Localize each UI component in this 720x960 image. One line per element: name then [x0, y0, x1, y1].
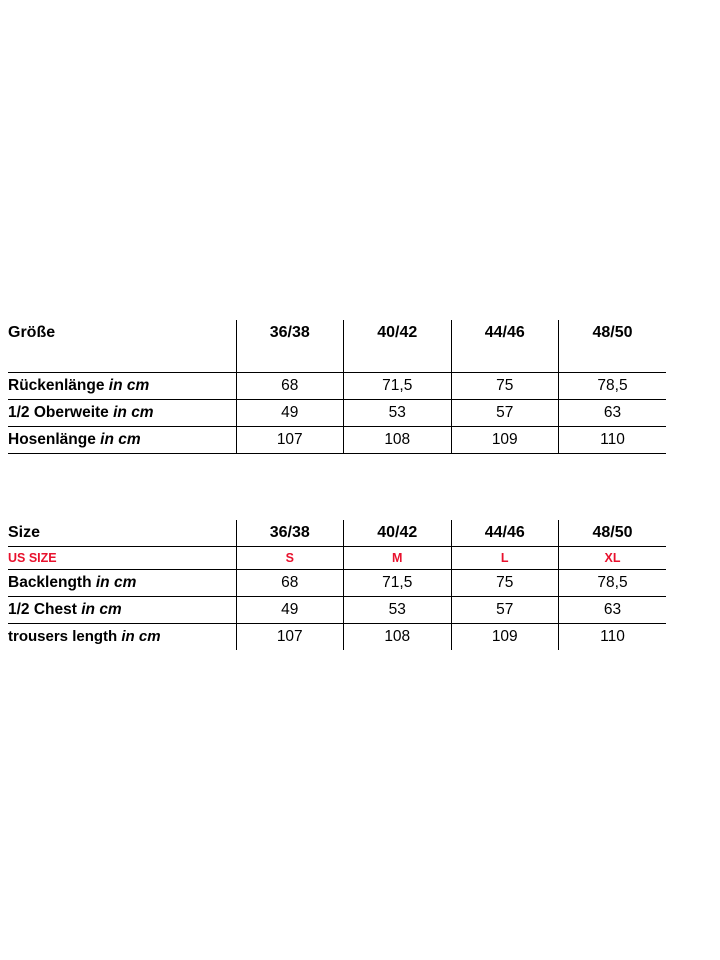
header-size-cell: 40/42 — [344, 320, 452, 346]
row-label-main: Hosenlänge — [8, 431, 96, 448]
row-label-unit: in cm — [108, 377, 150, 394]
row-value-cell: 78,5 — [559, 570, 667, 597]
row-label-cell — [8, 427, 236, 454]
row-value-cell: 57 — [451, 400, 559, 427]
row-label-cell — [8, 624, 236, 651]
spacer-cell — [344, 346, 452, 373]
table-row — [8, 624, 666, 651]
row-value-cell: 71,5 — [344, 373, 452, 400]
header-label-cell: Größe — [8, 324, 56, 341]
row-label-unit: in cm — [81, 601, 122, 618]
row-label-unit: in cm — [113, 404, 154, 421]
row-label-main: Rückenlänge — [8, 377, 105, 394]
row-value-cell: 63 — [559, 400, 667, 427]
row-value-cell: 109 — [451, 427, 559, 454]
row-value-cell: 49 — [236, 597, 344, 624]
table-row — [8, 427, 666, 454]
row-value-cell: 71,5 — [344, 570, 452, 597]
us-size-value-cell: S — [236, 547, 344, 570]
header-size-cell: 48/50 — [559, 520, 667, 547]
row-label-unit: in cm — [121, 628, 161, 645]
row-value-cell: 75 — [451, 570, 559, 597]
row-value-cell: 68 — [236, 373, 344, 400]
row-label-cell — [8, 570, 236, 597]
header-label-cell: Size — [8, 520, 236, 547]
row-label-cell — [8, 373, 236, 400]
us-size-row — [8, 547, 666, 570]
table-row — [8, 570, 666, 597]
row-value-cell: 110 — [559, 624, 667, 651]
table-row — [8, 597, 666, 624]
row-value-cell: 63 — [559, 597, 667, 624]
row-label-main: 1/2 Oberweite — [8, 404, 109, 421]
english-table — [8, 520, 666, 650]
table-row — [8, 400, 666, 427]
us-size-label-cell: US SIZE — [8, 547, 236, 570]
spacer-cell — [559, 346, 667, 373]
header-size-cell: 48/50 — [559, 320, 667, 346]
row-label-cell — [8, 597, 236, 624]
header-size-cell: 44/46 — [451, 320, 559, 346]
row-value-cell: 53 — [344, 597, 452, 624]
header-size-cell: 36/38 — [236, 320, 344, 346]
spacer-label-cell — [8, 346, 236, 373]
spacer-cell — [236, 346, 344, 373]
table-header-row — [8, 320, 666, 346]
row-label-main: 1/2 Chest — [8, 601, 77, 618]
row-value-cell: 108 — [344, 427, 452, 454]
row-value-cell: 78,5 — [559, 373, 667, 400]
header-size-cell: 36/38 — [236, 520, 344, 547]
row-value-cell: 108 — [344, 624, 452, 651]
header-size-cell: 44/46 — [451, 520, 559, 547]
row-label-unit: in cm — [95, 574, 137, 591]
german-table — [8, 320, 666, 454]
row-value-cell: 110 — [559, 427, 667, 454]
row-value-cell: 75 — [451, 373, 559, 400]
spacer-cell — [451, 346, 559, 373]
size-table-german — [8, 320, 666, 454]
row-label-cell — [8, 400, 236, 427]
header-size-cell: 40/42 — [344, 520, 452, 547]
size-table-english — [8, 520, 666, 650]
row-value-cell: 107 — [236, 427, 344, 454]
row-label-main: Backlength — [8, 574, 92, 591]
us-size-value-cell: M — [344, 547, 452, 570]
row-value-cell: 107 — [236, 624, 344, 651]
row-label-main: trousers length — [8, 628, 118, 645]
row-value-cell: 53 — [344, 400, 452, 427]
table-spacer-row — [8, 346, 666, 373]
table-row — [8, 373, 666, 400]
us-size-value-cell: XL — [559, 547, 667, 570]
row-value-cell: 57 — [451, 597, 559, 624]
table-header-row — [8, 520, 666, 547]
us-size-value-cell: L — [451, 547, 559, 570]
row-value-cell: 109 — [451, 624, 559, 651]
row-value-cell: 49 — [236, 400, 344, 427]
row-value-cell: 68 — [236, 570, 344, 597]
row-label-unit: in cm — [100, 431, 141, 448]
